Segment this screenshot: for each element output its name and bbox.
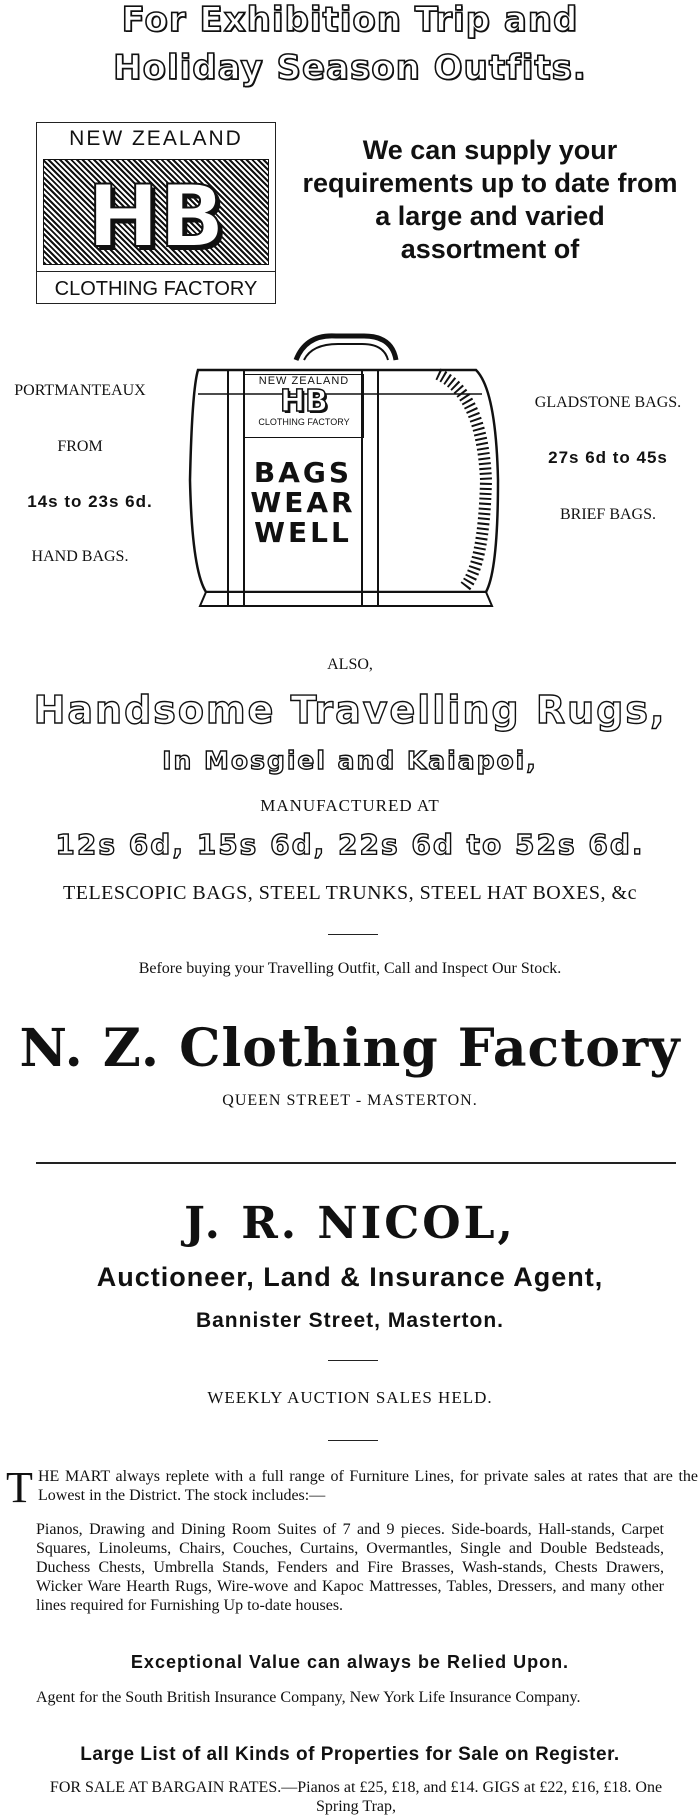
short-divider-3 [328, 1440, 378, 1441]
rugs-manufactured-label: MANUFACTURED AT [260, 796, 440, 815]
weekly-auction-text: WEEKLY AUCTION SALES HELD. [207, 1388, 493, 1407]
logo-top-text: NEW ZEALAND [69, 127, 243, 150]
bag-slogan-line-1: BAGS [253, 456, 353, 489]
nicol-name: J. R. NICOL, [184, 1198, 516, 1249]
mart-text: HE MART always replete with a full range of Furniture Lines, for private sales at rates that are the Lowest in the District. The stock includes:— [38, 1468, 698, 1504]
header-title-line-1: For Exhibition Trip and [121, 0, 579, 40]
header-title-line-2: Holiday Season Outfits. [113, 48, 587, 88]
rugs-material: In Mosgiel and Kaiapoi, [162, 746, 538, 775]
bag-label-bottom: CLOTHING FACTORY [258, 417, 350, 427]
short-divider-1 [328, 934, 378, 935]
rugs-prices: 12s 6d, 15s 6d, 22s 6d to 52s 6d. [55, 828, 645, 861]
rugs-title: Handsome Travelling Rugs, [33, 688, 667, 732]
intro-text: We can supply your requirements up to date from a large and varied assortment of [302, 135, 678, 264]
agent-text: Agent for the South British Insurance Company, New York Life Insurance Company. [36, 1689, 581, 1706]
nicol-street: Bannister Street, Masterton. [195, 1309, 505, 1332]
for-sale-text: FOR SALE AT BARGAIN RATES.—Pianos at £25, £18, and £14. GIGS at £22, £16, £18. One Spring Trap, [49, 1779, 663, 1815]
bag-label-top: NEW ZEALAND [258, 375, 350, 387]
portmanteaux-price: 14s to 23s 6d. [27, 492, 153, 511]
bag-label-monogram: HB [280, 384, 328, 419]
factory-name: N. Z. Clothing Factory [19, 1018, 681, 1079]
factory-address: QUEEN STREET - MASTERTON. [222, 1092, 478, 1109]
logo-bottom-text: CLOTHING FACTORY [37, 271, 275, 301]
before-buying-text: Before buying your Travelling Outfit, Call and Inspect Our Stock. [138, 960, 562, 977]
exceptional-value-text: Exceptional Value can always be Relied Upon. [130, 1652, 570, 1672]
brief-bags-label: BRIEF BAGS. [559, 506, 657, 523]
hand-bags-label: HAND BAGS. [31, 548, 129, 565]
bag-slogan-line-2: WEAR [250, 486, 356, 519]
large-list-text: Large List of all Kinds of Properties for Sale on Register. [80, 1744, 620, 1765]
gladstone-price: 27s 6d to 45s [548, 448, 668, 467]
nicol-role: Auctioneer, Land & Insurance Agent, [96, 1262, 604, 1292]
portmanteaux-label: PORTMANTEAUX [14, 382, 146, 399]
short-divider-2 [328, 1360, 378, 1361]
logo-monogram: HB [87, 167, 225, 267]
bag-label-plate [244, 374, 364, 438]
gladstone-bags-label: GLADSTONE BAGS. [534, 394, 682, 411]
stock-list-text: Pianos, Drawing and Dining Room Suites of 7 and 9 pieces. Side-boards, Hall-stands, Carpet Squares, Linoleums, Chairs, Couches, Curtains, Overmantles, Single and Double Bedsteads, Duchess Chests, Umbrella Stands, Fenders and Fire Brasses, Wash-stands, Chests Drawers, Wicker Ware Hearth Rugs, Wire-wove and Kapoc Mattresses, Tables, Dressers, and many other lines required for Furnishing Up to-date houses. [36, 1521, 664, 1614]
bag-slogan [238, 458, 368, 548]
also-label: ALSO, [327, 656, 373, 673]
from-label: FROM [57, 438, 103, 455]
bag-slogan-line-3: WELL [254, 516, 352, 549]
logo-hatched-panel [43, 159, 269, 265]
mart-drop-cap: T [6, 1463, 33, 1512]
travel-bag-illustration [186, 330, 508, 616]
telescopic-bags-line: TELESCOPIC BAGS, STEEL TRUNKS, STEEL HAT BOXES, &c [63, 882, 637, 904]
hb-logo [36, 122, 276, 304]
section-divider [36, 1162, 676, 1164]
